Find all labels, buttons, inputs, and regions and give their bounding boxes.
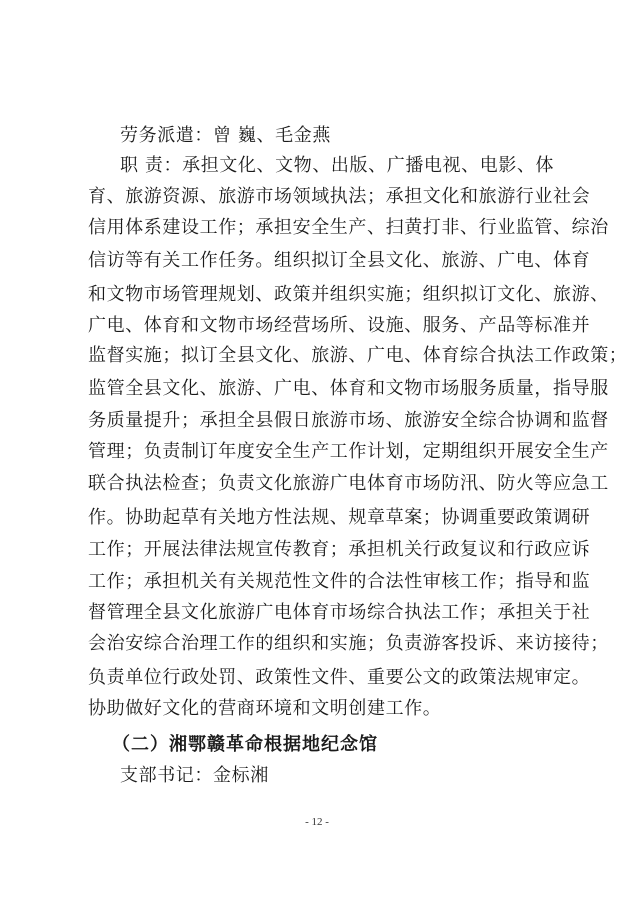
duties-line: 协助做好文化的营商环境和文明创建工作。 bbox=[88, 698, 442, 719]
duties-line: 信访等有关工作任务。组织拟订全县文化、旅游、广电、体育 bbox=[88, 250, 591, 271]
duties-line: 信用体系建设工作；承担安全生产、扫黄打非、行业监管、综治 bbox=[88, 217, 609, 238]
duties-line: 督管理全县文化旅游广电体育市场综合执法工作；承担关于社 bbox=[88, 602, 591, 623]
page-number: - 12 - bbox=[305, 816, 329, 828]
duties-line: 务质量提升；承担全县假日旅游市场、旅游安全综合协调和监督 bbox=[88, 410, 609, 431]
duties-line: 负责单位行政处罚、政策性文件、重要公文的政策法规审定。 bbox=[88, 667, 591, 688]
duties-line: 育、旅游资源、旅游市场领域执法；承担文化和旅游行业社会 bbox=[88, 186, 591, 207]
duties-line: 工作；开展法律法规宣传教育；承担机关行政复议和行政应诉 bbox=[88, 539, 591, 560]
duties-line: 监督实施；拟订全县文化、旅游、广电、体育综合执法工作政策； bbox=[88, 345, 628, 366]
duties-line: 广电、体育和文物市场经营场所、设施、服务、产品等标准并 bbox=[88, 315, 591, 336]
duties-line: 作。协助起草有关地方性法规、规章草案；协调重要政策调研 bbox=[88, 507, 591, 528]
labor-dispatch-line: 劳务派遣：曾 巍、毛金燕 bbox=[120, 125, 331, 146]
duties-line: 工作；承担机关有关规范性文件的合法性审核工作；指导和监 bbox=[88, 571, 591, 592]
duties-line: 会治安综合治理工作的组织和实施；负责游客投诉、来访接待； bbox=[88, 633, 609, 654]
duties-line: 管理；负责制订年度安全生产工作计划，定期组织开展安全生产 bbox=[88, 441, 609, 462]
duties-line: 监管全县文化、旅游、广电、体育和文物市场服务质量，指导服 bbox=[88, 378, 609, 399]
party-secretary-line: 支部书记：金标湘 bbox=[120, 765, 269, 786]
duties-line: 和文物市场管理规划、政策并组织实施；组织拟订文化、旅游、 bbox=[88, 284, 609, 305]
duties-line: 职 责：承担文化、文物、出版、广播电视、电影、体 bbox=[120, 155, 555, 176]
section-heading: （二）湘鄂赣革命根据地纪念馆 bbox=[112, 734, 378, 755]
duties-line: 联合执法检查；负责文化旅游广电体育市场防汛、防火等应急工 bbox=[88, 473, 609, 494]
